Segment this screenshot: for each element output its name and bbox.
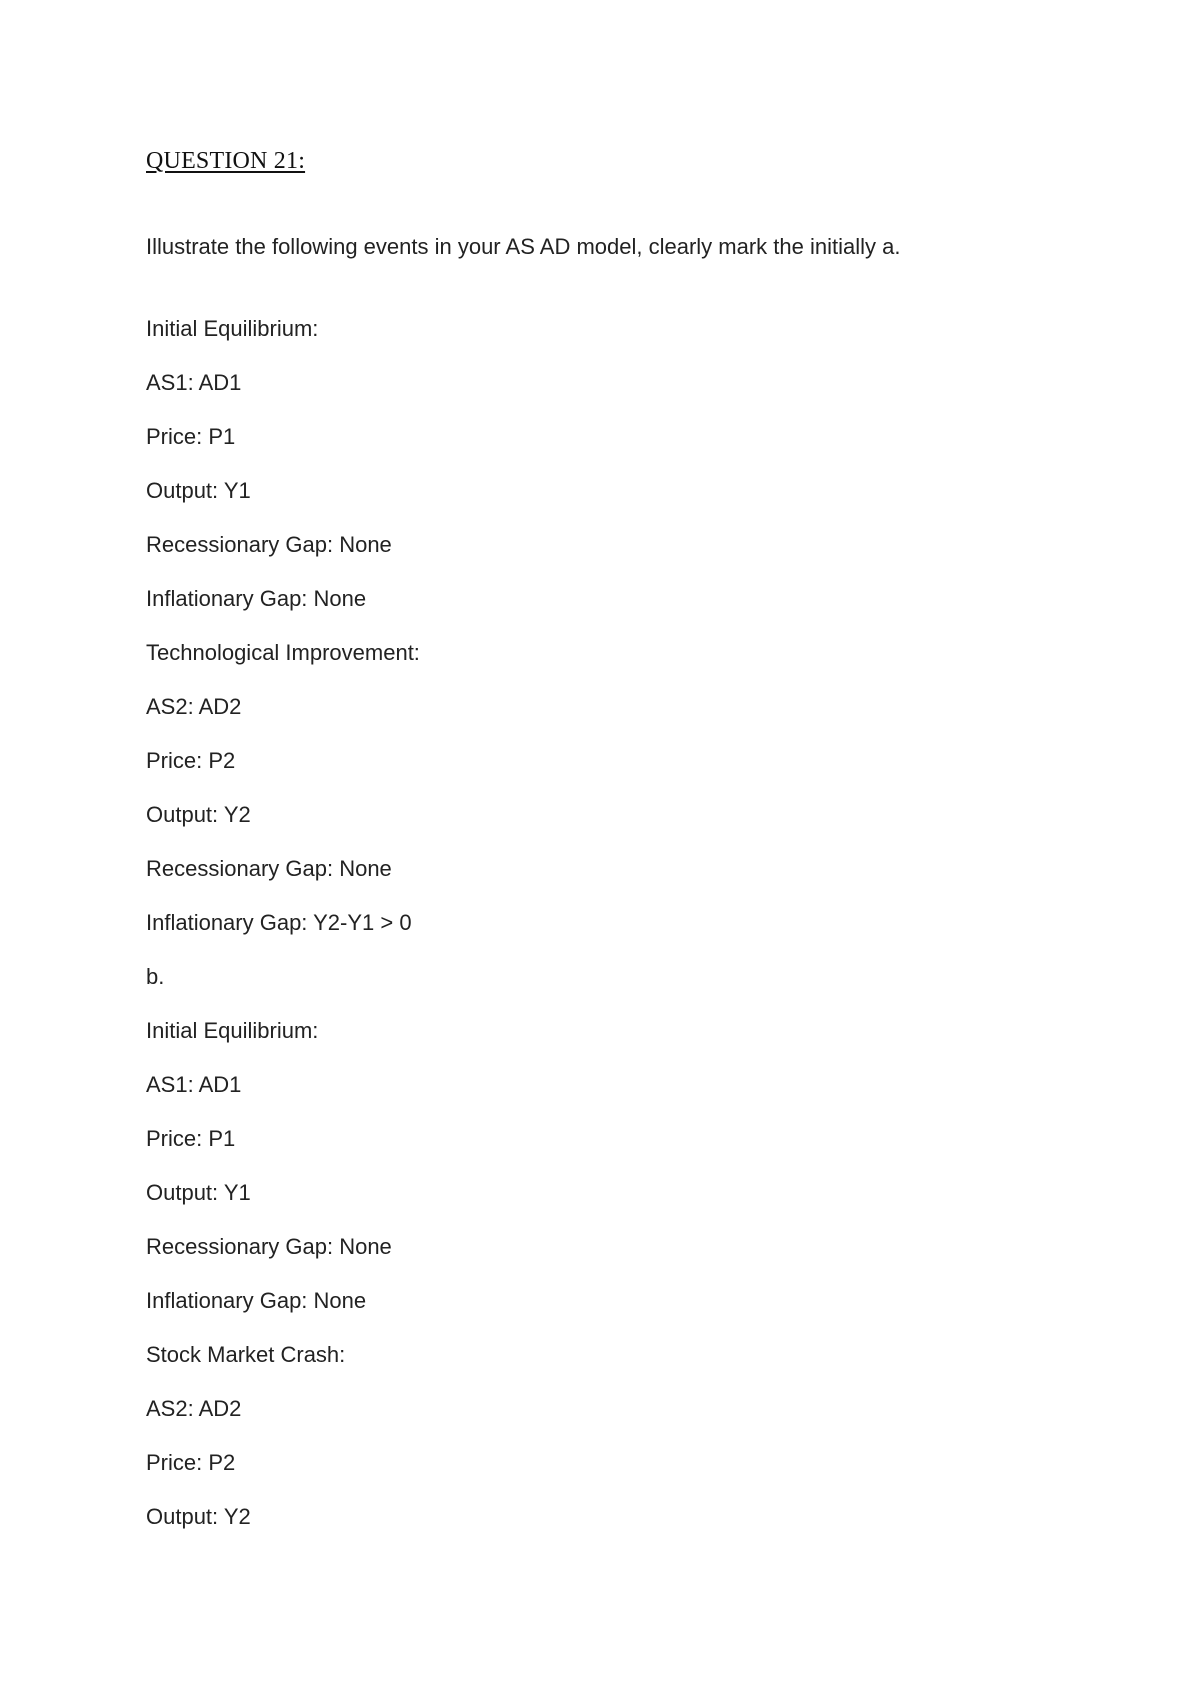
answer-line: Stock Market Crash:	[146, 1342, 346, 1367]
answer-line: Initial Equilibrium:	[146, 316, 319, 341]
answer-line: AS2: AD2	[146, 1396, 242, 1421]
answer-line: Output: Y2	[146, 802, 251, 827]
answer-line: Output: Y1	[146, 1180, 251, 1205]
answer-line: Inflationary Gap: None	[146, 1288, 367, 1313]
answer-line: Inflationary Gap: None	[146, 586, 367, 611]
answer-lines	[146, 316, 420, 1558]
answer-line: Price: P1	[146, 1126, 236, 1151]
answer-line: Price: P2	[146, 748, 236, 773]
answer-line: Price: P1	[146, 424, 236, 449]
answer-line: Recessionary Gap: None	[146, 532, 392, 557]
answer-line: Output: Y2	[146, 1504, 251, 1529]
answer-line: AS2: AD2	[146, 694, 242, 719]
answer-line: Inflationary Gap: Y2-Y1 > 0	[146, 910, 412, 935]
question-heading: QUESTION 21:	[146, 148, 306, 174]
answer-line: Recessionary Gap: None	[146, 856, 392, 881]
question-intro: Illustrate the following events in your AS AD model, clearly mark the initially a.	[146, 234, 901, 259]
answer-line: Technological Improvement:	[146, 640, 420, 665]
answer-line: AS1: AD1	[146, 370, 242, 395]
answer-line: Initial Equilibrium:	[146, 1018, 319, 1043]
answer-line: Recessionary Gap: None	[146, 1234, 392, 1259]
answer-line: Price: P2	[146, 1450, 236, 1475]
answer-line: Output: Y1	[146, 478, 251, 503]
answer-line: b.	[146, 964, 165, 989]
answer-line: AS1: AD1	[146, 1072, 242, 1097]
